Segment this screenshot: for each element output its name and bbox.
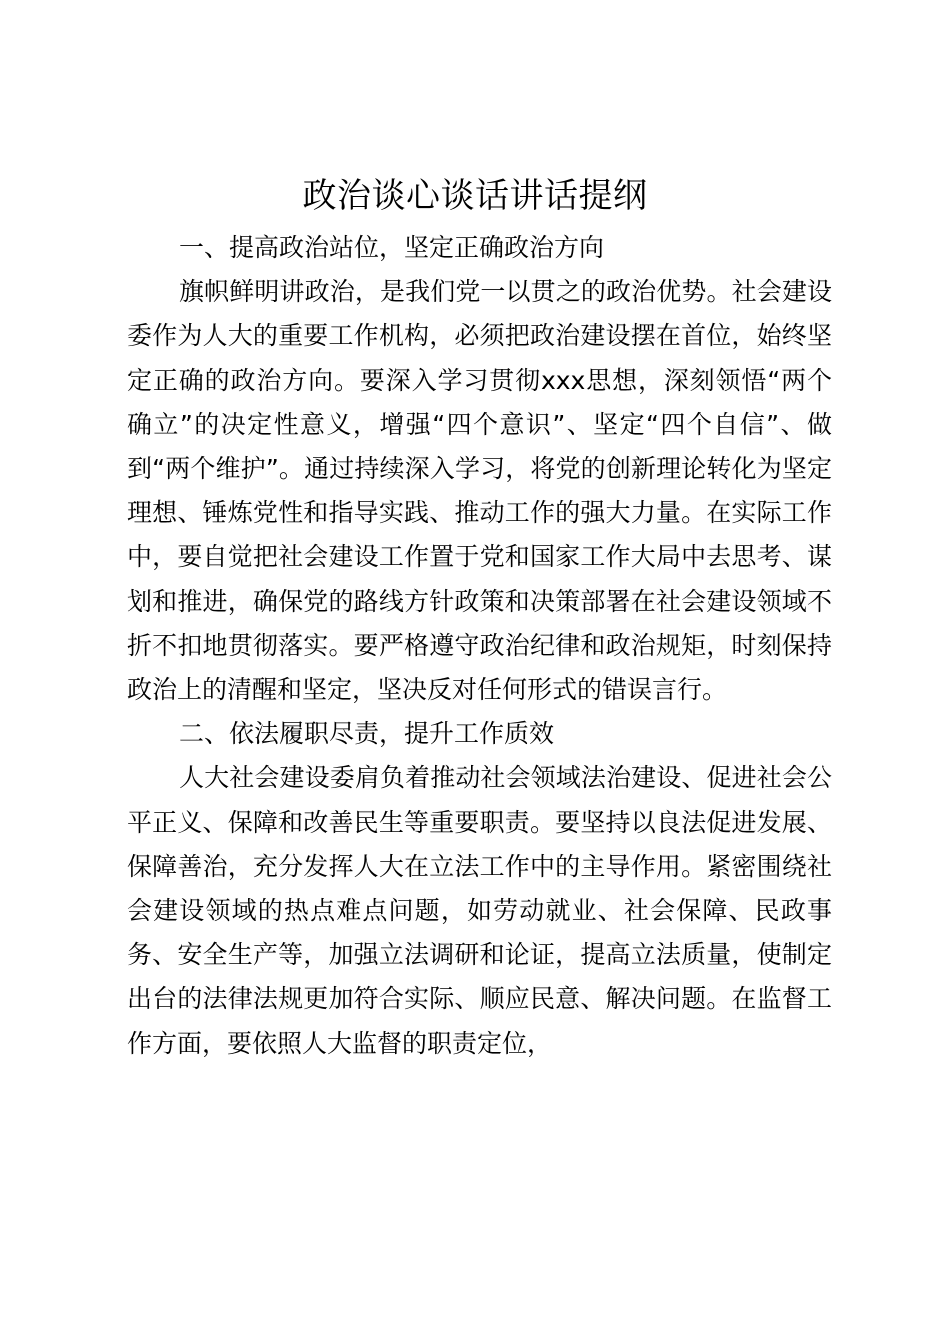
- document-title: 政治谈心谈话讲话提纲: [302, 176, 648, 216]
- section-heading-1: 一、提高政治站位，坚定正确政治方向: [179, 233, 605, 262]
- section-paragraph-1: 旗帜鲜明讲政治，是我们党一以贯之的政治优势。社会建设委作为人大的重要工作机构，必须把政治建设摆在首位，始终坚定正确的政治方向。要深入学习贯彻xxx思想，深刻领悟“两个确立”的决定性意义，增强“四个意识”、坚定“四个自信”、做到“两个维护”。通过持续深入学习，将党的创新理论转化为坚定理想、锤炼党性和指导实践、推动工作的强大力量。在实际工作中，要自觉把社会建设工作置于党和国家工作大局中去思考、谋划和推进，确保党的路线方针政策和决策部署在社会建设领域不折不扣地贯彻落实。要严格遵守政治纪律和政治规矩，时刻保持政治上的清醒和坚定，坚决反对任何形式的错误言行。: [127, 277, 832, 705]
- section-paragraph-2: 人大社会建设委肩负着推动社会领域法治建设、促进社会公平正义、保障和改善民生等重要职责。要坚持以良法促进发展、保障善治，充分发挥人大在立法工作中的主导作用。紧密围绕社会建设领域的热点难点问题，如劳动就业、社会保障、民政事务、安全生产等，加强立法调研和论证，提高立法质量，使制定出台的法律法规更加符合实际、顺应民意、解决问题。在监督工作方面，要依照人大监督的职责定位，: [127, 763, 832, 1058]
- section-heading-2: 二、依法履职尽责，提升工作质效: [179, 719, 555, 749]
- document-body: [127, 226, 832, 1066]
